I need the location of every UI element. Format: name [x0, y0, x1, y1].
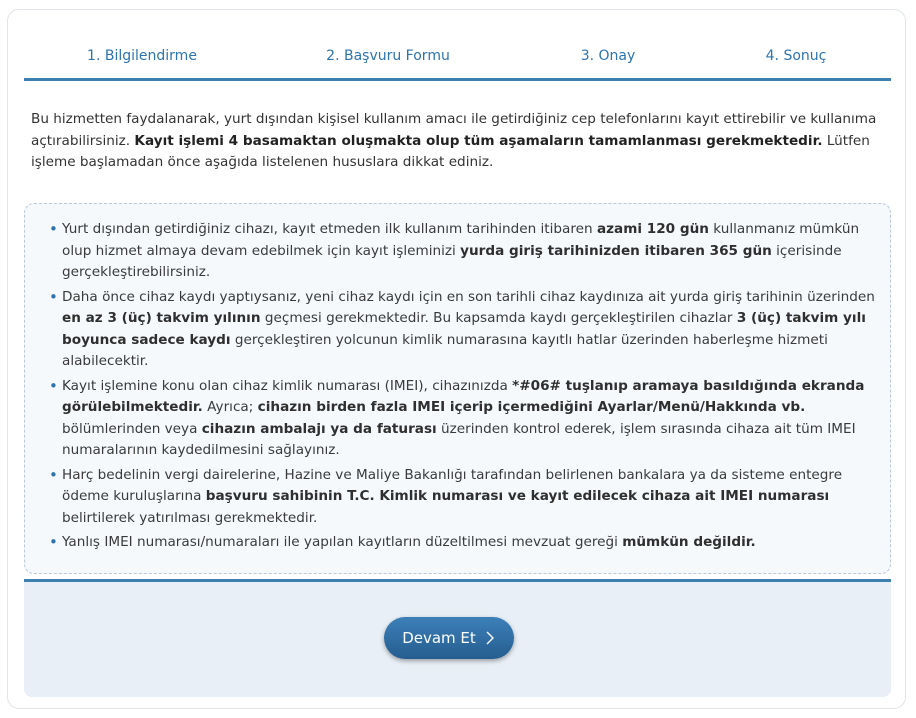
- notice-item: [49, 465, 878, 530]
- notice-text: Yanlış IMEI numarası/numaraları ile yapılan kayıtların düzeltilmesi mevzuat gereği: [62, 534, 623, 550]
- step-indicator: [24, 10, 891, 81]
- notice-text: bölümlerinden veya: [62, 420, 202, 437]
- bullet-icon: •: [49, 465, 58, 484]
- bullet-icon: •: [49, 533, 58, 551]
- notice-emphasis: başvuru sahibinin T.C. Kimlik numarası ve kayıt edilecek cihaza ait IMEI numarası: [205, 488, 830, 504]
- notice-emphasis: *#06# tuşlanıp aramaya basıldığında ekranda görülebilmektedir.: [62, 377, 865, 415]
- continue-button[interactable]: [384, 617, 514, 659]
- notice-list: [25, 204, 890, 554]
- bullet-icon: •: [49, 376, 58, 395]
- bullet-icon: •: [49, 287, 58, 306]
- notice-text: Ayrıca;: [202, 399, 258, 415]
- application-card: [7, 9, 906, 709]
- notice-text: içerisinde gerçekleştirebilirsiniz.: [62, 242, 842, 280]
- notice-emphasis: mümkün değildir.: [622, 534, 756, 550]
- notice-text: Yurt dışından getirdiğiniz cihazı, kayıt etmeden ilk kullanım tarihinden itibaren: [62, 221, 597, 237]
- intro-text: [31, 109, 881, 174]
- step-3-onay: 3. Onay: [580, 48, 636, 64]
- step-4-sonuc: 4. Sonuç: [765, 48, 827, 64]
- intro-text-bold: Kayıt işlemi 4 basamaktan oluşmakta olup tüm aşamaların tamamlanması gerekmektedir.: [134, 132, 823, 149]
- bullet-icon: •: [49, 220, 58, 238]
- step-2-basvuru-formu: 2. Başvuru Formu: [326, 48, 450, 64]
- chevron-right-icon: [484, 630, 496, 646]
- notice-text: Harç bedelinin vergi dairelerine, Hazine ve Maliye Bakanlığı tarafından belirlenen bankalara ya da sisteme entegre ödeme kuruluşlarına: [62, 466, 843, 504]
- notice-emphasis: azami 120 gün: [596, 221, 709, 237]
- notice-text: geçmesi gerekmektedir. Bu kapsamda kaydı gerçekleştirilen cihazlar: [260, 310, 737, 326]
- notice-text: gerçekleştiren yolcunun kimlik numarasına kayıtlı hatlar üzerinden haberleşme hizmeti alabilecektir.: [62, 331, 828, 369]
- notice-text: üzerinden kontrol ederek, işlem sırasında cihaza ait tüm IMEI numaralarının kaydedilmesini sağlayınız.: [62, 420, 856, 458]
- notice-box: [24, 203, 891, 574]
- notice-emphasis: en az 3 (üç) takvim yılının: [62, 310, 261, 326]
- notice-item: [49, 287, 878, 373]
- intro-text-part2: Lütfen işleme başlamadan önce aşağıda listelenen hususlara dikkat ediniz.: [31, 132, 870, 170]
- notice-emphasis: cihazın ambalajı ya da faturası: [201, 420, 437, 437]
- form-footer: [24, 579, 891, 697]
- notice-item: [49, 376, 878, 462]
- notice-emphasis: yurda giriş tarihinizden itibaren 365 gün: [460, 242, 772, 259]
- notice-text: Kayıt işlemine konu olan cihaz kimlik numarası (IMEI), cihazınızda: [62, 377, 513, 394]
- step-1-bilgilendirme: 1. Bilgilendirme: [87, 48, 197, 64]
- notice-emphasis: cihazın birden fazla IMEI içerip içermediğini Ayarlar/Menü/Hakkında vb.: [257, 399, 806, 415]
- notice-text: kullanmanız mümkün olup hizmet almaya devam edebilmek için kayıt işleminizi: [62, 221, 860, 259]
- intro-text-part1: Bu hizmetten faydalanarak, yurt dışından kişisel kullanım amacı ile getirdiğiniz cep telefonlarını kayıt ettirebilir ve kullanıma açtırabilirsiniz.: [31, 111, 877, 149]
- notice-item: [49, 532, 878, 554]
- notice-text: Daha önce cihaz kaydı yaptıysanız, yeni cihaz kaydı için en son tarihli cihaz kaydınıza ait yurda giriş tarihinin üzerinden: [62, 288, 875, 305]
- notice-text: belirtilerek yatırılması gerekmektedir.: [62, 509, 318, 526]
- notice-emphasis: 3 (üç) takvim yılı boyunca sadece kaydı: [62, 310, 866, 348]
- notice-item: [49, 219, 878, 284]
- continue-button-label: Devam Et: [402, 629, 476, 647]
